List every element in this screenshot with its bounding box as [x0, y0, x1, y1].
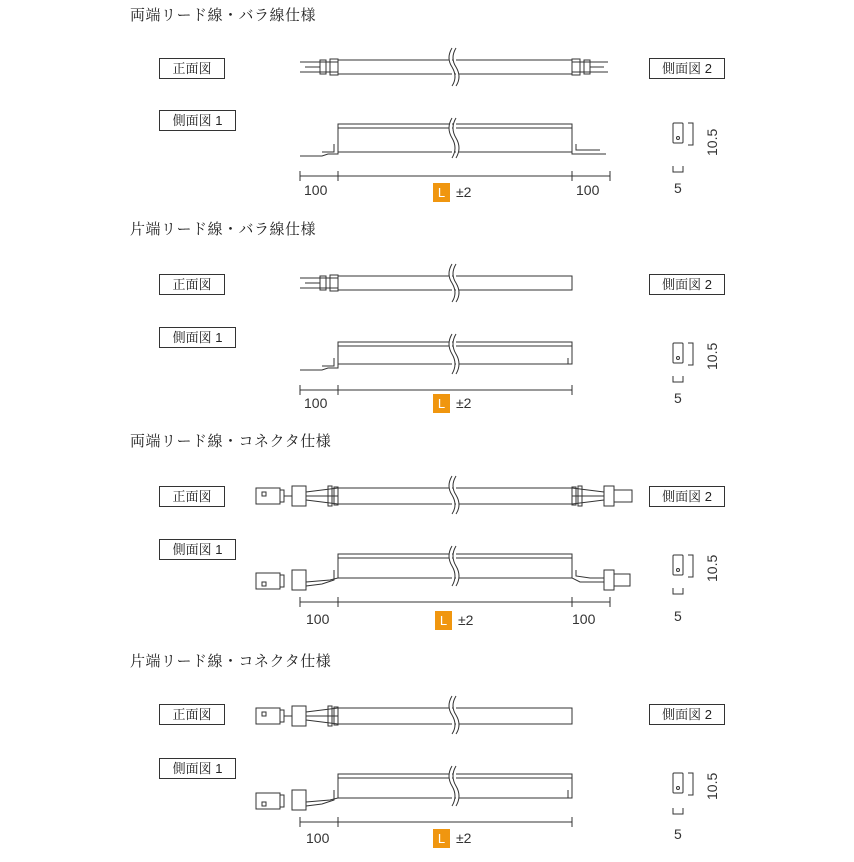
front-view-label: 正面図: [159, 274, 225, 295]
right-lead-length: 100: [576, 182, 600, 198]
height-dimension: 10.5: [704, 554, 720, 582]
front-view-label: 正面図: [159, 486, 225, 507]
height-dimension: 10.5: [704, 772, 720, 800]
section-title: 両端リード線・コネクタ仕様: [130, 433, 332, 450]
side-view-drawing: [0, 430, 854, 642]
section-both-end-lead-connector: [0, 430, 854, 642]
height-dimension: 10.5: [704, 342, 720, 370]
side-view-1-label: 側面図 1: [159, 758, 236, 779]
front-view-label: 正面図: [159, 58, 225, 79]
width-dimension: 5: [674, 390, 682, 406]
width-dimension: 5: [674, 826, 682, 842]
length-tolerance: ±2: [456, 830, 472, 846]
width-dimension: 5: [674, 608, 682, 624]
left-lead-length: 100: [304, 182, 328, 198]
side-view-1-label: 側面図 1: [159, 110, 236, 131]
left-lead-length: 100: [306, 830, 330, 846]
length-badge: L: [433, 183, 450, 202]
section-title: 片端リード線・コネクタ仕様: [130, 653, 332, 670]
side-view-2-label: 側面図 2: [649, 486, 725, 507]
side-view-1-label: 側面図 1: [159, 539, 236, 560]
left-lead-length: 100: [304, 395, 328, 411]
right-lead-length: 100: [572, 611, 596, 627]
section-single-end-lead-connector: [0, 650, 854, 862]
left-lead-length: 100: [306, 611, 330, 627]
side-view-drawing: [0, 4, 854, 216]
length-tolerance: ±2: [458, 612, 474, 628]
side-view-2-label: 側面図 2: [649, 704, 725, 725]
side-view-drawing: [0, 218, 854, 430]
length-badge: L: [433, 394, 450, 413]
length-tolerance: ±2: [456, 395, 472, 411]
side-view-drawing: [0, 650, 854, 862]
section-title: 両端リード線・バラ線仕様: [130, 7, 317, 24]
width-dimension: 5: [674, 180, 682, 196]
side-view-2-label: 側面図 2: [649, 274, 725, 295]
section-single-end-lead-bare: [0, 218, 854, 430]
length-badge: L: [433, 829, 450, 848]
side-view-1-label: 側面図 1: [159, 327, 236, 348]
side-view-2-label: 側面図 2: [649, 58, 725, 79]
section-both-end-lead-bare: [0, 4, 854, 216]
section-title: 片端リード線・バラ線仕様: [130, 221, 317, 238]
length-tolerance: ±2: [456, 184, 472, 200]
height-dimension: 10.5: [704, 128, 720, 156]
length-badge: L: [435, 611, 452, 630]
front-view-label: 正面図: [159, 704, 225, 725]
